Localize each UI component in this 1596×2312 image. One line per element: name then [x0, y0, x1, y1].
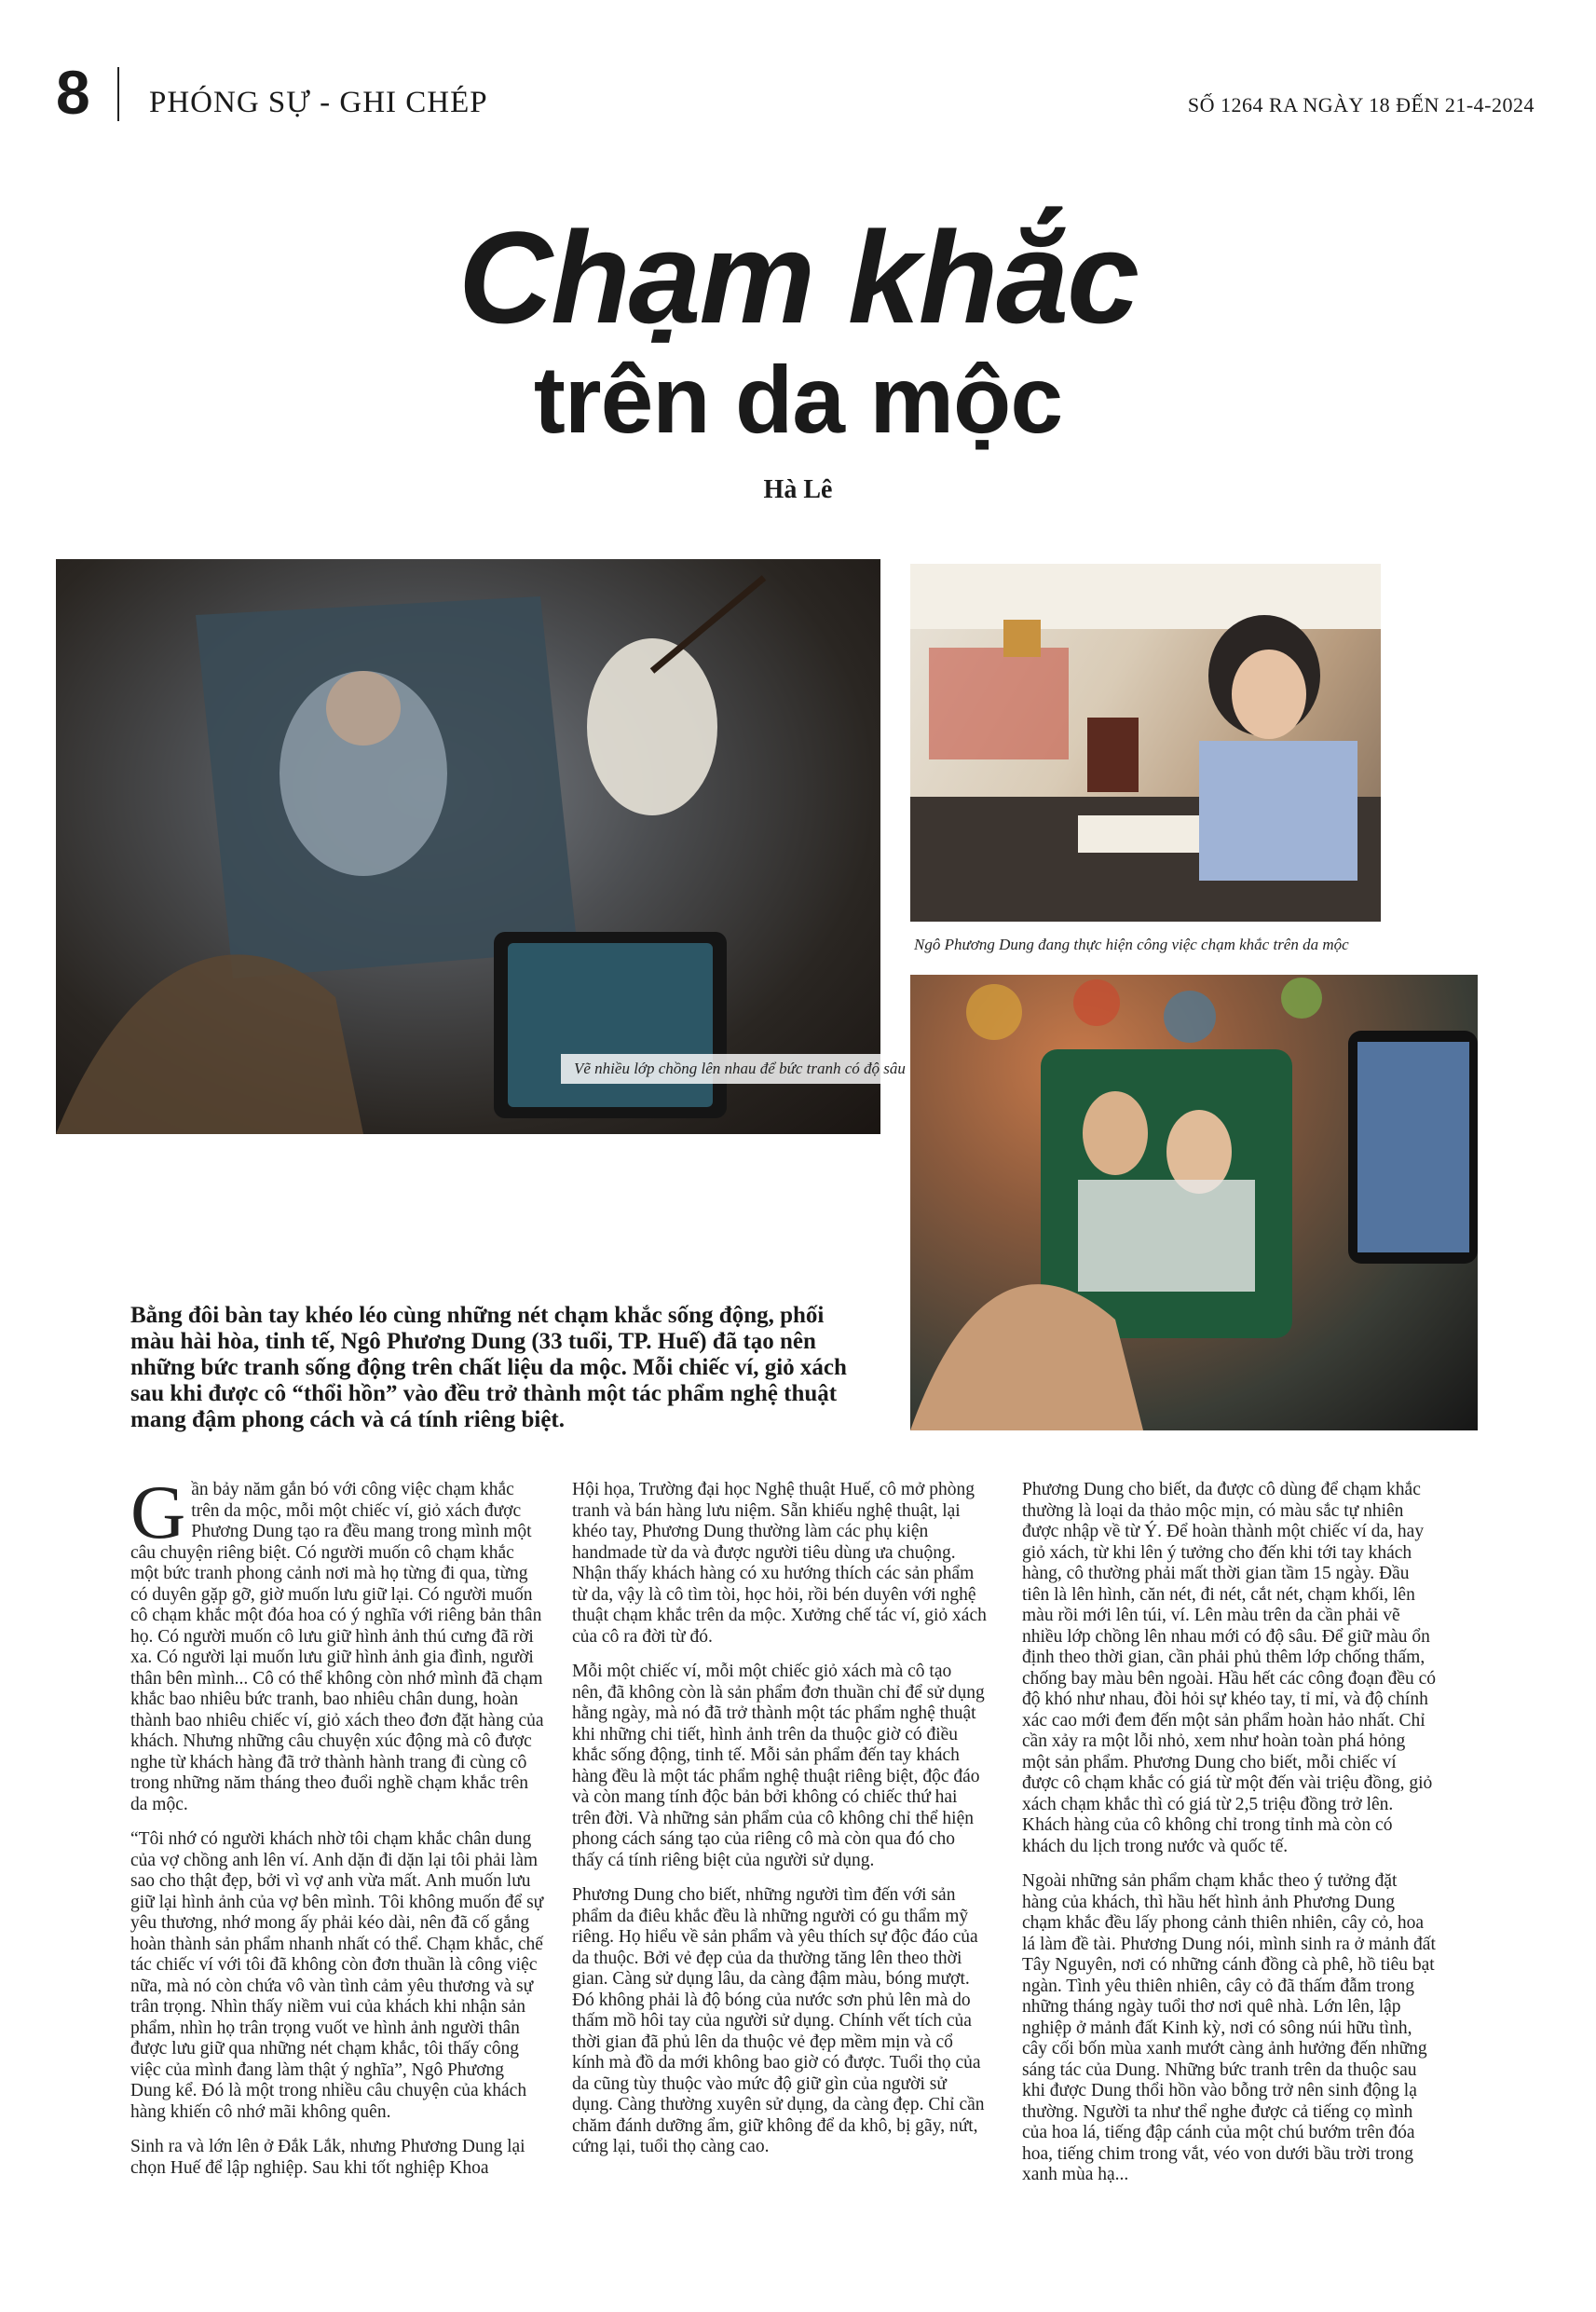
page-number: 8 — [56, 58, 90, 127]
article-title-line2: trên da mộc — [533, 347, 1063, 453]
article-title-line1: Chạm khắc — [458, 204, 1138, 350]
photo1-caption: Vẽ nhiều lớp chồng lên nhau để bức tranh có độ sâu — [561, 1054, 919, 1084]
body-paragraph: Phương Dung cho biết, da được cô dùng để chạm khắc thường là loại da thảo mộc mịn, có màu sắc tự nhiên được nhập về từ Ý. Để hoàn thành một chiếc ví da, hay giỏ xách, từ khi lên ý tưởng cho đến khi tới tay khách hàng, cô thường phải mất thời gian tầm 15 ngày. Đầu tiên là lên hình, căn nét, đi nét, cắt nét, chạm khối, lên màu rồi mới lên túi, ví. Lên màu trên da cần phải vẽ nhiều lớp chồng lên nhau mới có độ sâu. Để giữ màu ổn định theo thời gian, cần phải phủ thêm lớp chống thấm, chống bay màu bên ngoài. Hầu hết các công đoạn đều có độ khó như nhau, đòi hỏi sự khéo tay, tỉ mỉ, và độ chính xác cao mới đem đến một sản phẩm hoàn hảo nhất. Chỉ cần xảy ra một lỗi nhỏ, xem như hoàn toàn phá hỏng một sản phẩm. Phương Dung cho biết, mỗi chiếc ví được cô chạm khắc có giá từ một đến vài triệu đồng, giỏ xách chạm khắc thì có giá từ 2,5 triệu đồng trở lên. Khách hàng của cô không chỉ trong tỉnh mà còn có khách du lịch trong nước và quốc tế. — [1022, 1480, 1437, 1856]
body-paragraph: Sinh ra và lớn lên ở Đắk Lắk, nhưng Phương Dung lại chọn Huế để lập nghiệp. Sau khi tốt nghiệp Khoa — [130, 2137, 525, 2178]
photo3-illustration — [910, 975, 1478, 1430]
photo-painted-wallet — [910, 975, 1478, 1430]
body-paragraph: Hội họa, Trường đại học Nghệ thuật Huế, cô mở phòng tranh và bán hàng lưu niệm. Sẵn khiếu nghệ thuật, lại khéo tay, Phương Dung thường làm các phụ kiện handmade từ da và được người tiêu dùng ưa chuộng. Nhận thấy khách hàng có xu hướng thích các sản phẩm từ da, vậy là cô tìm tòi, học hỏi, rồi bén duyên với nghệ thuật chạm khắc trên da mộc. Xưởng chế tác ví, giỏ xách của cô ra đời từ đó. — [572, 1480, 987, 1647]
article-lead: Bằng đôi bàn tay khéo léo cùng những nét chạm khắc sống động, phối màu hài hòa, tinh tế, Ngô Phương Dung (33 tuổi, TP. Huế) đã tạo nên những bức tranh sống động trên chất liệu da mộc. Mỗi chiếc ví, giỏ xách sau khi được cô “thổi hồn” vào đều trở thành một tác phẩm nghệ thuật mang đậm phong cách và cá tính riêng biệt. — [130, 1303, 847, 1432]
body-paragraph: “Tôi nhớ có người khách nhờ tôi chạm khắc chân dung của vợ chồng anh lên ví. Anh dặn đi dặn lại tôi phải làm sao cho thật đẹp, bởi vì vợ anh vừa mất. Anh muốn lưu giữ lại hình ảnh của vợ bên mình. Tôi không muốn để sự yêu thương, nhớ mong ấy phải kéo dài, nên đã cố gắng hoàn thành sản phẩm nhanh nhất có thể. Chạm khắc, chế tác chiếc ví với tôi đã không còn đơn thuần là công việc nữa, mà nó còn chứa vô vàn tình cảm yêu thương và sự trân trọng. Nhìn thấy niềm vui của khách khi nhận sản phẩm, nhìn họ trân trọng vuốt ve hình ảnh người thân được lưu giữ qua những nét chạm khắc, tôi thấy công việc của mình đang làm thật ý nghĩa”, Ngô Phương Dung kể. Đó là một trong nhiều câu chuyện của khách hàng khiến cô nhớ mãi không quên. — [130, 1829, 544, 2122]
issue-date: SỐ 1264 RA NGÀY 18 ĐẾN 21-4-2024 — [1187, 93, 1535, 116]
section-title: PHÓNG SỰ - GHI CHÉP — [149, 86, 488, 119]
photo2-illustration — [910, 564, 1381, 922]
body-column-2 — [572, 1480, 987, 2172]
drop-cap: G — [130, 1470, 186, 1554]
header-divider — [117, 67, 119, 121]
body-column-1 — [130, 1470, 545, 2193]
body-paragraph: Phương Dung cho biết, những người tìm đến với sản phẩm da điêu khắc đều là những người có gu thẩm mỹ riêng. Họ hiểu về sản phẩm và yêu thích sự độc đáo của da thuộc. Bởi vẻ đẹp của da thường tăng lên theo thời gian. Càng sử dụng lâu, da càng đậm màu, bóng mượt. Đó không phải là độ bóng của nước sơn phủ lên mà do thấm mồ hôi tay của người sử dụng. Chính vết tích của thời gian đã phủ lên da thuộc vẻ đẹp mềm mịn và cổ kính mà đồ da mới không bao giờ có được. Tuổi thọ của da cũng tùy thuộc vào mức độ giữ gìn của người sử dụng. Càng thường xuyên sử dụng, da càng đẹp. Chỉ cần chăm đánh dưỡng ẩm, giữ không để da khô, bị gãy, nứt, cứng lại, tuổi thọ càng cao. — [572, 1885, 985, 2156]
body-paragraph: Gần bảy năm gắn bó với công việc chạm khắc trên da mộc, mỗi một chiếc ví, giỏ xách được Phương Dung tạo ra đều mang trong mình một câu chuyện riêng biệt. Có người muốn cô chạm khắc một bức tranh phong cảnh nơi mà họ từng đi qua, từng có duyên gặp gỡ, giờ muốn lưu giữ lại. Có người muốn cô chạm khắc một đóa hoa có ý nghĩa với riêng bản thân họ. Có người muốn cô lưu giữ hình ảnh thú cưng đã rời xa. Có người lại muốn lưu giữ hình ảnh gia đình, người thân bên mình... Cô có thể không còn nhớ mình đã chạm khắc bao nhiêu bức tranh, bao nhiêu chân dung, hoàn thành bao nhiêu chiếc ví, giỏ xách theo đơn đặt hàng của khách. Nhưng những câu chuyện xúc động mà cô được nghe từ khách hàng đã trở thành hành trang đi cùng cô trong những năm tháng theo đuổi nghề chạm khắc trên da mộc. — [130, 1470, 544, 1814]
photo-painting-on-leather — [56, 559, 880, 1134]
photo2-caption: Ngô Phương Dung đang thực hiện công việc chạm khắc trên da mộc — [914, 936, 1349, 953]
photo-artist-working — [910, 564, 1381, 922]
body-column-3 — [1022, 1480, 1437, 2200]
body-paragraph: Ngoài những sản phẩm chạm khắc theo ý tưởng đặt hàng của khách, thì hầu hết hình ảnh Phương Dung chạm khắc đều lấy phong cảnh thiên nhiên, cây cỏ, hoa lá làm đề tài. Phương Dung nói, mình sinh ra ở mảnh đất Tây Nguyên, nơi có những cánh đồng cà phê, hồ tiêu bạt ngàn. Tình yêu thiên nhiên, cây cỏ đã thấm đẫm trong những tháng ngày tuổi thơ nơi quê nhà. Lớn lên, lập nghiệp ở mảnh đất Kinh kỳ, nơi có sông núi hữu tình, cây cối bốn mùa xanh mướt càng ảnh hưởng đến những sáng tác của Dung. Những bức tranh trên da thuộc sau khi được Dung thổi hồn vào bỗng trở nên sinh động lạ thường. Người ta như thể nghe được cả tiếng cọ mình của hoa lá, tiếng đập cánh của một chú bướm trên đóa hoa, tiếng chim trong vắt, véo von dưới bầu trời trong xanh mùa hạ... — [1022, 1871, 1436, 2184]
author-byline: Hà Lê — [763, 475, 833, 504]
body-paragraph: Mỗi một chiếc ví, mỗi một chiếc giỏ xách mà cô tạo nên, đã không còn là sản phẩm đơn thuần chỉ để sử dụng hằng ngày, mà nó đã trở thành một tác phẩm nghệ thuật khi những chi tiết, hình ảnh trên da thuộc giờ có điều khắc sống động, tinh tế. Mỗi sản phẩm đến tay khách hàng đều là một tác phẩm nghệ thuật riêng biệt, độc đáo và còn mang tính độc bản bởi không có chiếc thứ hai trên đời. Và những sản phẩm của cô không chỉ thể hiện phong cách sáng tạo của riêng cô mà còn qua đó cho thấy cá tính riêng biệt của người sử dụng. — [572, 1662, 985, 1870]
photo1-illustration — [56, 559, 880, 1134]
